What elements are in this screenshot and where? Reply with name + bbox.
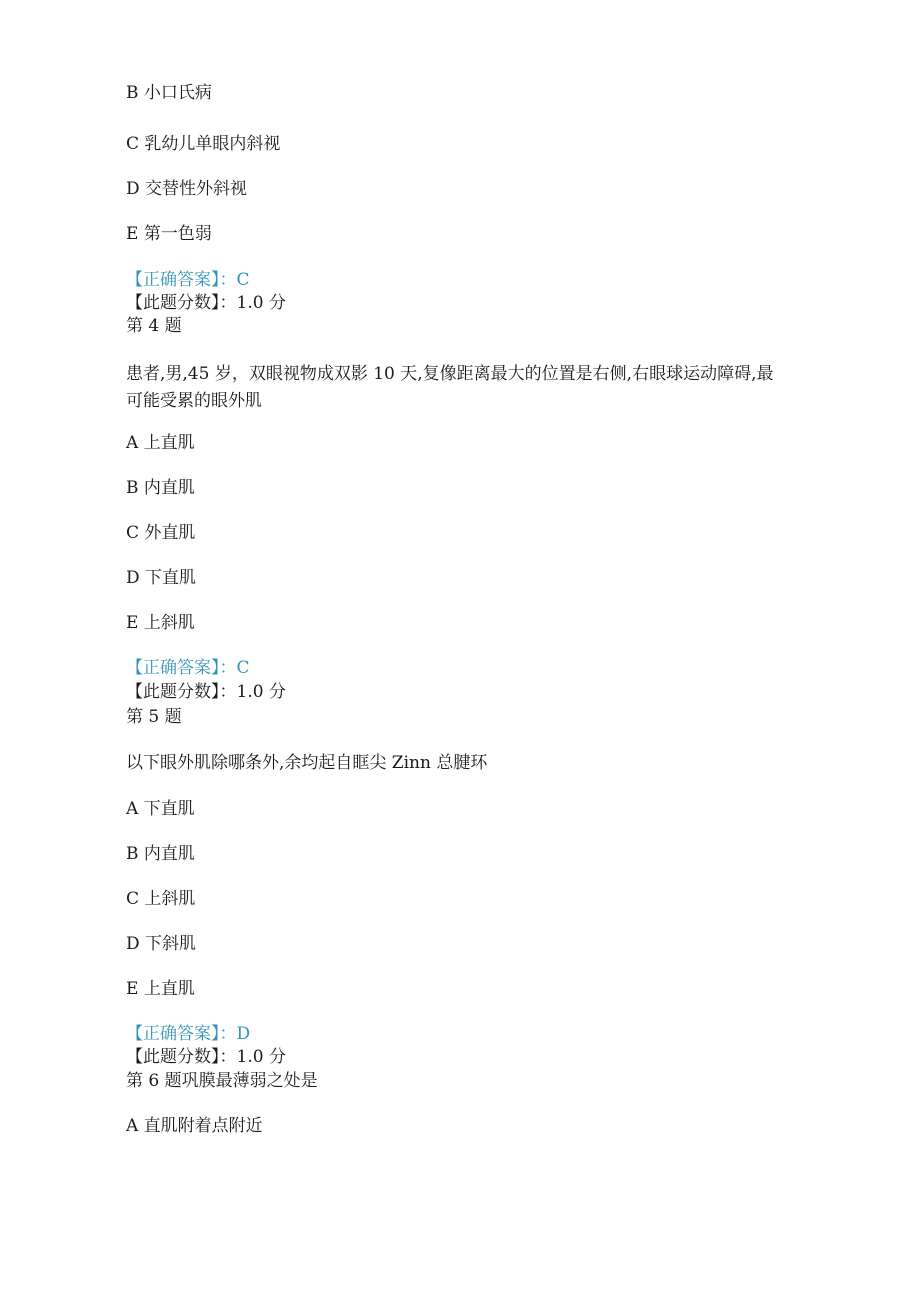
- option-q3-e: E 第一色弱: [126, 224, 212, 244]
- answer-q3: 【正确答案】：C: [126, 270, 250, 290]
- score-q5: 【此题分数】：1.0 分: [126, 1047, 286, 1067]
- score-q3: 【此题分数】：1.0 分: [126, 293, 286, 313]
- option-q3-b: B 小口氏病: [126, 83, 212, 103]
- option-q6-a: A 直肌附着点附近: [126, 1116, 263, 1136]
- question-stem-q5: 以下眼外肌除哪条外,余均起自眶尖 Zinn 总腱环: [126, 753, 488, 773]
- option-q5-b: B 内直肌: [126, 844, 195, 864]
- question-number-q5: 第 5 题: [126, 707, 182, 727]
- option-q5-d: D 下斜肌: [126, 934, 197, 954]
- answer-q4: 【正确答案】：C: [126, 658, 250, 678]
- score-q4: 【此题分数】：1.0 分: [126, 682, 286, 702]
- option-q5-c: C 上斜肌: [126, 889, 196, 909]
- option-q4-a: A 上直肌: [126, 433, 195, 453]
- option-q5-a: A 下直肌: [126, 799, 195, 819]
- option-q4-b: B 内直肌: [126, 478, 195, 498]
- question-number-q4: 第 4 题: [126, 316, 182, 336]
- question-stem-q6: 第 6 题巩膜最薄弱之处是: [126, 1071, 318, 1091]
- option-q3-d: D 交替性外斜视: [126, 179, 248, 199]
- option-q5-e: E 上直肌: [126, 979, 195, 999]
- option-q4-d: D 下直肌: [126, 568, 197, 588]
- answer-q5: 【正确答案】：D: [126, 1024, 251, 1044]
- option-q4-e: E 上斜肌: [126, 613, 195, 633]
- option-q4-c: C 外直肌: [126, 523, 196, 543]
- question-stem-q4: 患者,男,45 岁，双眼视物成双影 10 天,复像距离最大的位置是右侧,右眼球运动障碍,最可能受累的眼外肌: [126, 364, 774, 411]
- option-q3-c: C 乳幼儿单眼内斜视: [126, 134, 281, 154]
